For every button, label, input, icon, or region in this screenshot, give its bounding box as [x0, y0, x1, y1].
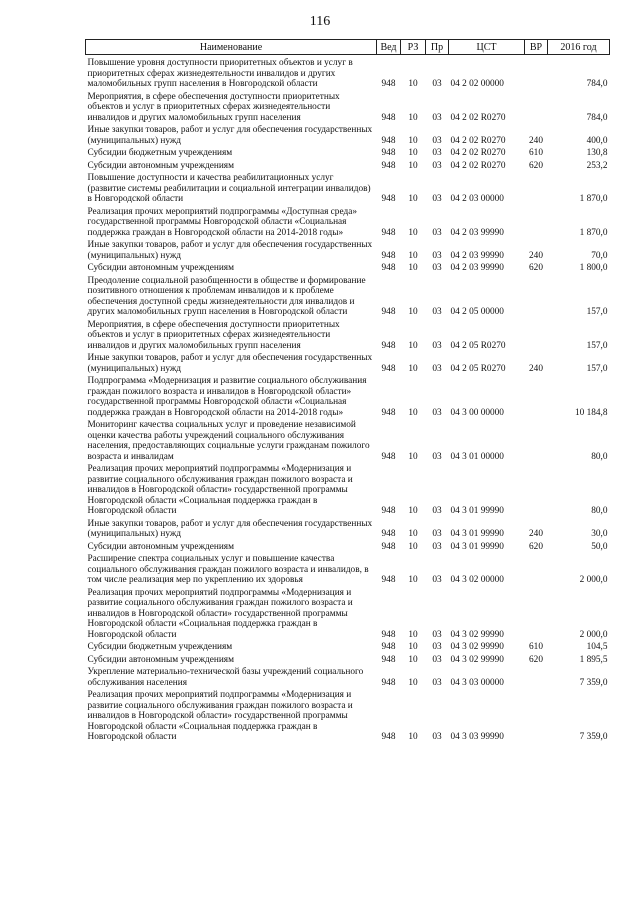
cell-rz: 10 [408, 575, 418, 586]
cell-cst: 04 3 00 00000 [450, 407, 504, 418]
cell-ved: 948 [381, 79, 396, 90]
header-year: 2016 год [548, 40, 610, 55]
cell-vr [525, 587, 548, 642]
cell-amount: 50,0 [591, 541, 608, 552]
cell-pr: 03 [432, 79, 442, 90]
cell-vr: 240 [529, 250, 543, 261]
cell-rz: 10 [408, 112, 418, 123]
cell-vr [525, 319, 548, 353]
header-vr: ВР [525, 40, 548, 55]
cell-ved: 948 [381, 506, 396, 517]
cell-ved: 948 [381, 112, 396, 123]
cell-amount: 400,0 [586, 135, 608, 146]
cell-amount: 80,0 [591, 506, 608, 517]
cell-name: Реализация прочих мероприятий подпрограммы «Модернизация и развитие социального обслуживания граждан пожилого возраста и инвалидов в Новгородской области» государственной программы Новгородской области «Социальная поддержка граждан в Новгородской области [87, 464, 353, 517]
cell-rz: 10 [408, 732, 418, 743]
cell-vr: 620 [529, 263, 543, 274]
cell-rz: 10 [408, 654, 418, 665]
cell-pr: 03 [432, 250, 442, 261]
cell-name: Реализация прочих мероприятий подпрограммы «Модернизация и развитие социального обслуживания граждан пожилого возраста и инвалидов в Новгородской области» государственной программы Новгородской области «Социальная поддержка граждан в Новгородской области [87, 690, 353, 743]
cell-amount: 70,0 [591, 250, 608, 261]
cell-name: Реализация прочих мероприятий подпрограммы «Модернизация и развитие социального обслуживания граждан пожилого возраста и инвалидов в Новгородской области» государственной программы Новгородской области «Социальная поддержка граждан в Новгородской области [87, 587, 353, 640]
table-row [86, 352, 610, 375]
cell-rz: 10 [408, 307, 418, 318]
cell-pr: 03 [432, 575, 442, 586]
cell-pr: 03 [432, 263, 442, 274]
cell-amount: 1 870,0 [579, 227, 608, 238]
cell-pr: 03 [432, 642, 442, 653]
cell-rz: 10 [408, 506, 418, 517]
header-name: Наименование [86, 40, 377, 55]
cell-ved: 948 [381, 541, 396, 552]
cell-ved: 948 [381, 629, 396, 640]
cell-name: Иные закупки товаров, работ и услуг для обеспечения государственных (муниципальных) нужд [87, 125, 373, 146]
cell-ved: 948 [381, 135, 396, 146]
cell-vr [525, 375, 548, 419]
cell-cst: 04 3 03 00000 [450, 677, 504, 688]
cell-vr [525, 419, 548, 463]
cell-rz: 10 [408, 363, 418, 374]
cell-name: Расширение спектра социальных услуг и повышение качества социального обслуживания граждан пожилого возраста и инвалидов, в том числе реализация мер по укреплению их здоровья [87, 554, 369, 586]
table-row [86, 160, 610, 173]
cell-name: Субсидии автономным учреждениям [87, 541, 234, 552]
cell-ved: 948 [381, 575, 396, 586]
cell-vr [525, 206, 548, 240]
cell-name: Подпрограмма «Модернизация и развитие социального обслуживания граждан пожилого возраста и инвалидов в Новгородской области» государственной программы Новгородской области «Социальная поддержка граждан в Новгородской области на 2014-2018 годы» [87, 376, 367, 418]
cell-vr: 620 [529, 541, 543, 552]
cell-name: Мероприятия, в сфере обеспечения доступности приоритетных объектов и услуг в приоритетных сферах жизнедеятельности инвалидов и других маломобильных групп населения [87, 91, 340, 123]
table-row [86, 654, 610, 667]
cell-rz: 10 [408, 642, 418, 653]
table-row [86, 262, 610, 275]
cell-pr: 03 [432, 529, 442, 540]
cell-pr: 03 [432, 541, 442, 552]
cell-ved: 948 [381, 407, 396, 418]
cell-name: Субсидии бюджетным учреждениям [87, 642, 233, 653]
cell-amount: 30,0 [591, 529, 608, 540]
table-row [86, 553, 610, 587]
cell-pr: 03 [432, 307, 442, 318]
cell-rz: 10 [408, 407, 418, 418]
cell-cst: 04 2 03 00000 [450, 194, 504, 205]
cell-vr [525, 91, 548, 125]
cell-pr: 03 [432, 732, 442, 743]
table-row [86, 419, 610, 463]
cell-amount: 784,0 [586, 112, 608, 123]
table-row [86, 666, 610, 689]
cell-pr: 03 [432, 677, 442, 688]
cell-cst: 04 3 02 99990 [450, 654, 504, 665]
cell-vr: 240 [529, 529, 543, 540]
cell-cst: 04 2 02 R0270 [450, 135, 506, 146]
cell-amount: 7 359,0 [579, 677, 608, 688]
cell-amount: 1 800,0 [579, 263, 608, 274]
cell-amount: 253,2 [586, 160, 608, 171]
cell-name: Укрепление материально-технической базы учреждений социального обслуживания населения [87, 667, 364, 688]
header-rz: РЗ [401, 40, 426, 55]
cell-name: Мониторинг качества социальных услуг и проведение независимой оценки качества работы учреждений социального обслуживания населения, предоставляющих социальные услуги гражданам пожилого возраста и инвалидам [87, 420, 370, 462]
cell-rz: 10 [408, 263, 418, 274]
cell-rz: 10 [408, 194, 418, 205]
header-cst: ЦСТ [449, 40, 525, 55]
cell-cst: 04 3 01 99990 [450, 506, 504, 517]
cell-cst: 04 2 05 00000 [450, 307, 504, 318]
cell-cst: 04 2 02 R0270 [450, 112, 506, 123]
cell-cst: 04 2 05 R0270 [450, 340, 506, 351]
cell-ved: 948 [381, 148, 396, 159]
cell-name: Повышение доступности и качества реабилитационных услуг (развитие системы реабилитации и социальной интеграции инвалидов) в Новгородской области [87, 173, 371, 205]
cell-cst: 04 3 02 99990 [450, 642, 504, 653]
budget-table [85, 39, 610, 744]
cell-amount: 104,5 [586, 642, 608, 653]
table-row [86, 147, 610, 160]
cell-ved: 948 [381, 654, 396, 665]
cell-ved: 948 [381, 307, 396, 318]
header-pr: Пр [426, 40, 449, 55]
cell-amount: 784,0 [586, 79, 608, 90]
table-row [86, 172, 610, 206]
table-row [86, 463, 610, 518]
cell-rz: 10 [408, 250, 418, 261]
cell-vr [525, 463, 548, 518]
table-row [86, 319, 610, 353]
cell-amount: 157,0 [586, 363, 608, 374]
cell-rz: 10 [408, 451, 418, 462]
cell-vr [525, 275, 548, 319]
cell-pr: 03 [432, 451, 442, 462]
table-row [86, 91, 610, 125]
cell-cst: 04 2 05 R0270 [450, 363, 506, 374]
cell-pr: 03 [432, 407, 442, 418]
cell-vr: 620 [529, 654, 543, 665]
table-row [86, 239, 610, 262]
cell-name: Иные закупки товаров, работ и услуг для обеспечения государственных (муниципальных) нужд [87, 518, 373, 540]
cell-pr: 03 [432, 112, 442, 123]
cell-name: Иные закупки товаров, работ и услуг для обеспечения государственных (муниципальных) нужд [87, 240, 373, 261]
cell-amount: 7 359,0 [579, 732, 608, 743]
cell-rz: 10 [408, 541, 418, 552]
cell-pr: 03 [432, 160, 442, 171]
cell-cst: 04 2 03 99990 [450, 250, 504, 261]
header-ved: Вед [377, 40, 401, 55]
table-row [86, 518, 610, 541]
cell-rz: 10 [408, 529, 418, 540]
cell-pr: 03 [432, 148, 442, 159]
cell-vr [525, 689, 548, 744]
cell-vr [525, 55, 548, 91]
cell-ved: 948 [381, 340, 396, 351]
table-row [86, 206, 610, 240]
cell-rz: 10 [408, 677, 418, 688]
cell-ved: 948 [381, 677, 396, 688]
cell-pr: 03 [432, 340, 442, 351]
cell-vr [525, 666, 548, 689]
cell-pr: 03 [432, 629, 442, 640]
cell-amount: 157,0 [586, 340, 608, 351]
cell-cst: 04 2 03 99990 [450, 227, 504, 238]
cell-amount: 2 000,0 [579, 575, 608, 586]
cell-ved: 948 [381, 732, 396, 743]
cell-name: Реализация прочих мероприятий подпрограммы «Доступная среда» государственной программы Новгородской области «Социальная поддержка граждан в Новгородской области на 2014-2018 годы» [87, 206, 357, 238]
cell-cst: 04 2 02 R0270 [450, 160, 506, 171]
cell-name: Преодоление социальной разобщенности в обществе и формирование позитивного отношения к проблемам инвалидов и к проблеме обеспечения доступной среды жизнедеятельности для инвалидов и других маломобильных групп населения в Новгородской области [87, 275, 366, 318]
cell-pr: 03 [432, 194, 442, 205]
cell-vr [525, 172, 548, 206]
cell-cst: 04 3 01 99990 [450, 541, 504, 552]
cell-name: Субсидии автономным учреждениям [87, 160, 234, 171]
cell-cst: 04 3 02 00000 [450, 575, 504, 586]
cell-amount: 1 870,0 [579, 194, 608, 205]
cell-cst: 04 2 03 99990 [450, 263, 504, 274]
cell-vr: 240 [529, 135, 543, 146]
cell-cst: 04 3 01 99990 [450, 529, 504, 540]
cell-cst: 04 3 03 99990 [450, 732, 504, 743]
cell-cst: 04 2 02 R0270 [450, 148, 506, 159]
cell-rz: 10 [408, 629, 418, 640]
table-row [86, 689, 610, 744]
cell-pr: 03 [432, 363, 442, 374]
cell-name: Мероприятия, в сфере обеспечения доступности приоритетных объектов и услуг в приоритетных сферах жизнедеятельности инвалидов и других маломобильных групп населения [87, 319, 340, 351]
cell-vr: 610 [529, 642, 543, 653]
cell-rz: 10 [408, 148, 418, 159]
cell-rz: 10 [408, 340, 418, 351]
cell-amount: 2 000,0 [579, 629, 608, 640]
cell-amount: 80,0 [591, 451, 608, 462]
cell-name: Субсидии автономным учреждениям [87, 263, 234, 274]
cell-amount: 10 184,8 [574, 407, 608, 418]
cell-pr: 03 [432, 135, 442, 146]
cell-name: Субсидии бюджетным учреждениям [87, 148, 233, 159]
cell-rz: 10 [408, 79, 418, 90]
cell-pr: 03 [432, 654, 442, 665]
cell-cst: 04 3 02 99990 [450, 629, 504, 640]
cell-ved: 948 [381, 263, 396, 274]
cell-rz: 10 [408, 227, 418, 238]
table-row [86, 124, 610, 147]
cell-ved: 948 [381, 227, 396, 238]
cell-ved: 948 [381, 250, 396, 261]
cell-ved: 948 [381, 363, 396, 374]
table-row [86, 375, 610, 419]
cell-amount: 157,0 [586, 307, 608, 318]
cell-cst: 04 2 02 00000 [450, 79, 504, 90]
table-row [86, 275, 610, 319]
cell-rz: 10 [408, 135, 418, 146]
table-row [86, 55, 610, 91]
cell-vr: 620 [529, 160, 543, 171]
table-header-row [86, 40, 610, 55]
cell-ved: 948 [381, 642, 396, 653]
cell-ved: 948 [381, 451, 396, 462]
table-row [86, 541, 610, 554]
cell-vr: 240 [529, 363, 543, 374]
cell-ved: 948 [381, 194, 396, 205]
cell-amount: 1 895,5 [579, 654, 608, 665]
cell-vr [525, 553, 548, 587]
table-row [86, 587, 610, 642]
cell-name: Повышение уровня доступности приоритетных объектов и услуг в приоритетных сферах жизнедеятельности инвалидов и других маломобильных групп населения в Новгородской области [87, 58, 353, 90]
cell-vr: 610 [529, 148, 543, 159]
table-body [86, 55, 610, 744]
table-row [86, 641, 610, 654]
cell-pr: 03 [432, 227, 442, 238]
cell-amount: 130,8 [586, 148, 608, 159]
cell-ved: 948 [381, 160, 396, 171]
cell-ved: 948 [381, 529, 396, 540]
cell-name: Иные закупки товаров, работ и услуг для обеспечения государственных (муниципальных) нужд [87, 353, 373, 374]
page-number: 116 [309, 14, 331, 29]
cell-pr: 03 [432, 506, 442, 517]
cell-cst: 04 3 01 00000 [450, 451, 504, 462]
cell-name: Субсидии автономным учреждениям [87, 654, 234, 665]
cell-rz: 10 [408, 160, 418, 171]
